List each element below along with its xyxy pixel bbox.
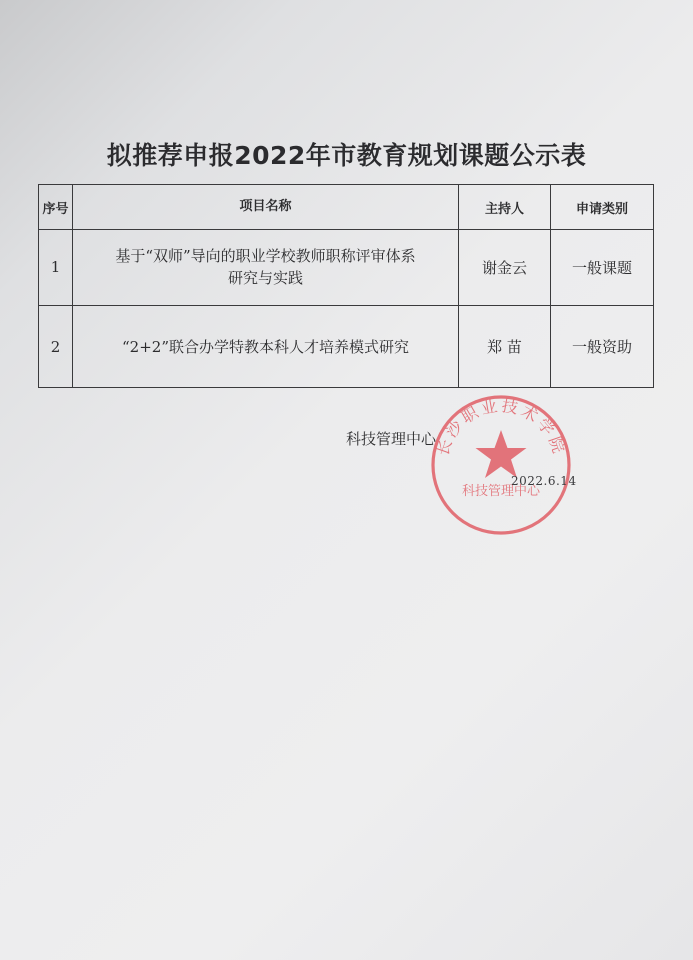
row-category: 一般课题: [571, 258, 632, 277]
table-row: [39, 229, 653, 306]
announcement-table: [38, 184, 654, 388]
row-seq: 2: [39, 306, 73, 387]
table-header-row: [39, 185, 653, 230]
seal-ring-text: 长沙职业技术学院: [432, 396, 570, 459]
row-project-name: [73, 306, 459, 387]
seal-star-icon: [476, 430, 527, 478]
row-project-name: [73, 229, 459, 305]
header-host: 主持人: [459, 185, 551, 229]
official-seal: [428, 392, 574, 538]
row-seq: 1: [39, 229, 73, 305]
header-project-name: 项目名称: [73, 185, 459, 229]
row-host: 郑 苗: [459, 306, 551, 387]
project-name-line: 基于“双师”导向的职业学校教师职称评审体系: [115, 247, 416, 265]
issue-date: 2022.6.14: [511, 474, 577, 488]
header-category: 申请类别: [575, 201, 628, 217]
issuer-name: 科技管理中心: [346, 430, 437, 448]
row-host: 谢金云: [459, 229, 551, 305]
seal-center-text: 科技管理中心: [461, 484, 541, 499]
document-title: 拟推荐申报2022年市教育规划课题公示表: [106, 141, 587, 170]
row-category: 一般资助: [571, 338, 632, 356]
project-name-line: 研究与实践: [227, 269, 303, 287]
header-seq: 序号: [39, 185, 73, 229]
project-name-line: “2+2”联合办学特教本科人才培养模式研究: [122, 337, 409, 356]
table-row: [39, 306, 653, 387]
